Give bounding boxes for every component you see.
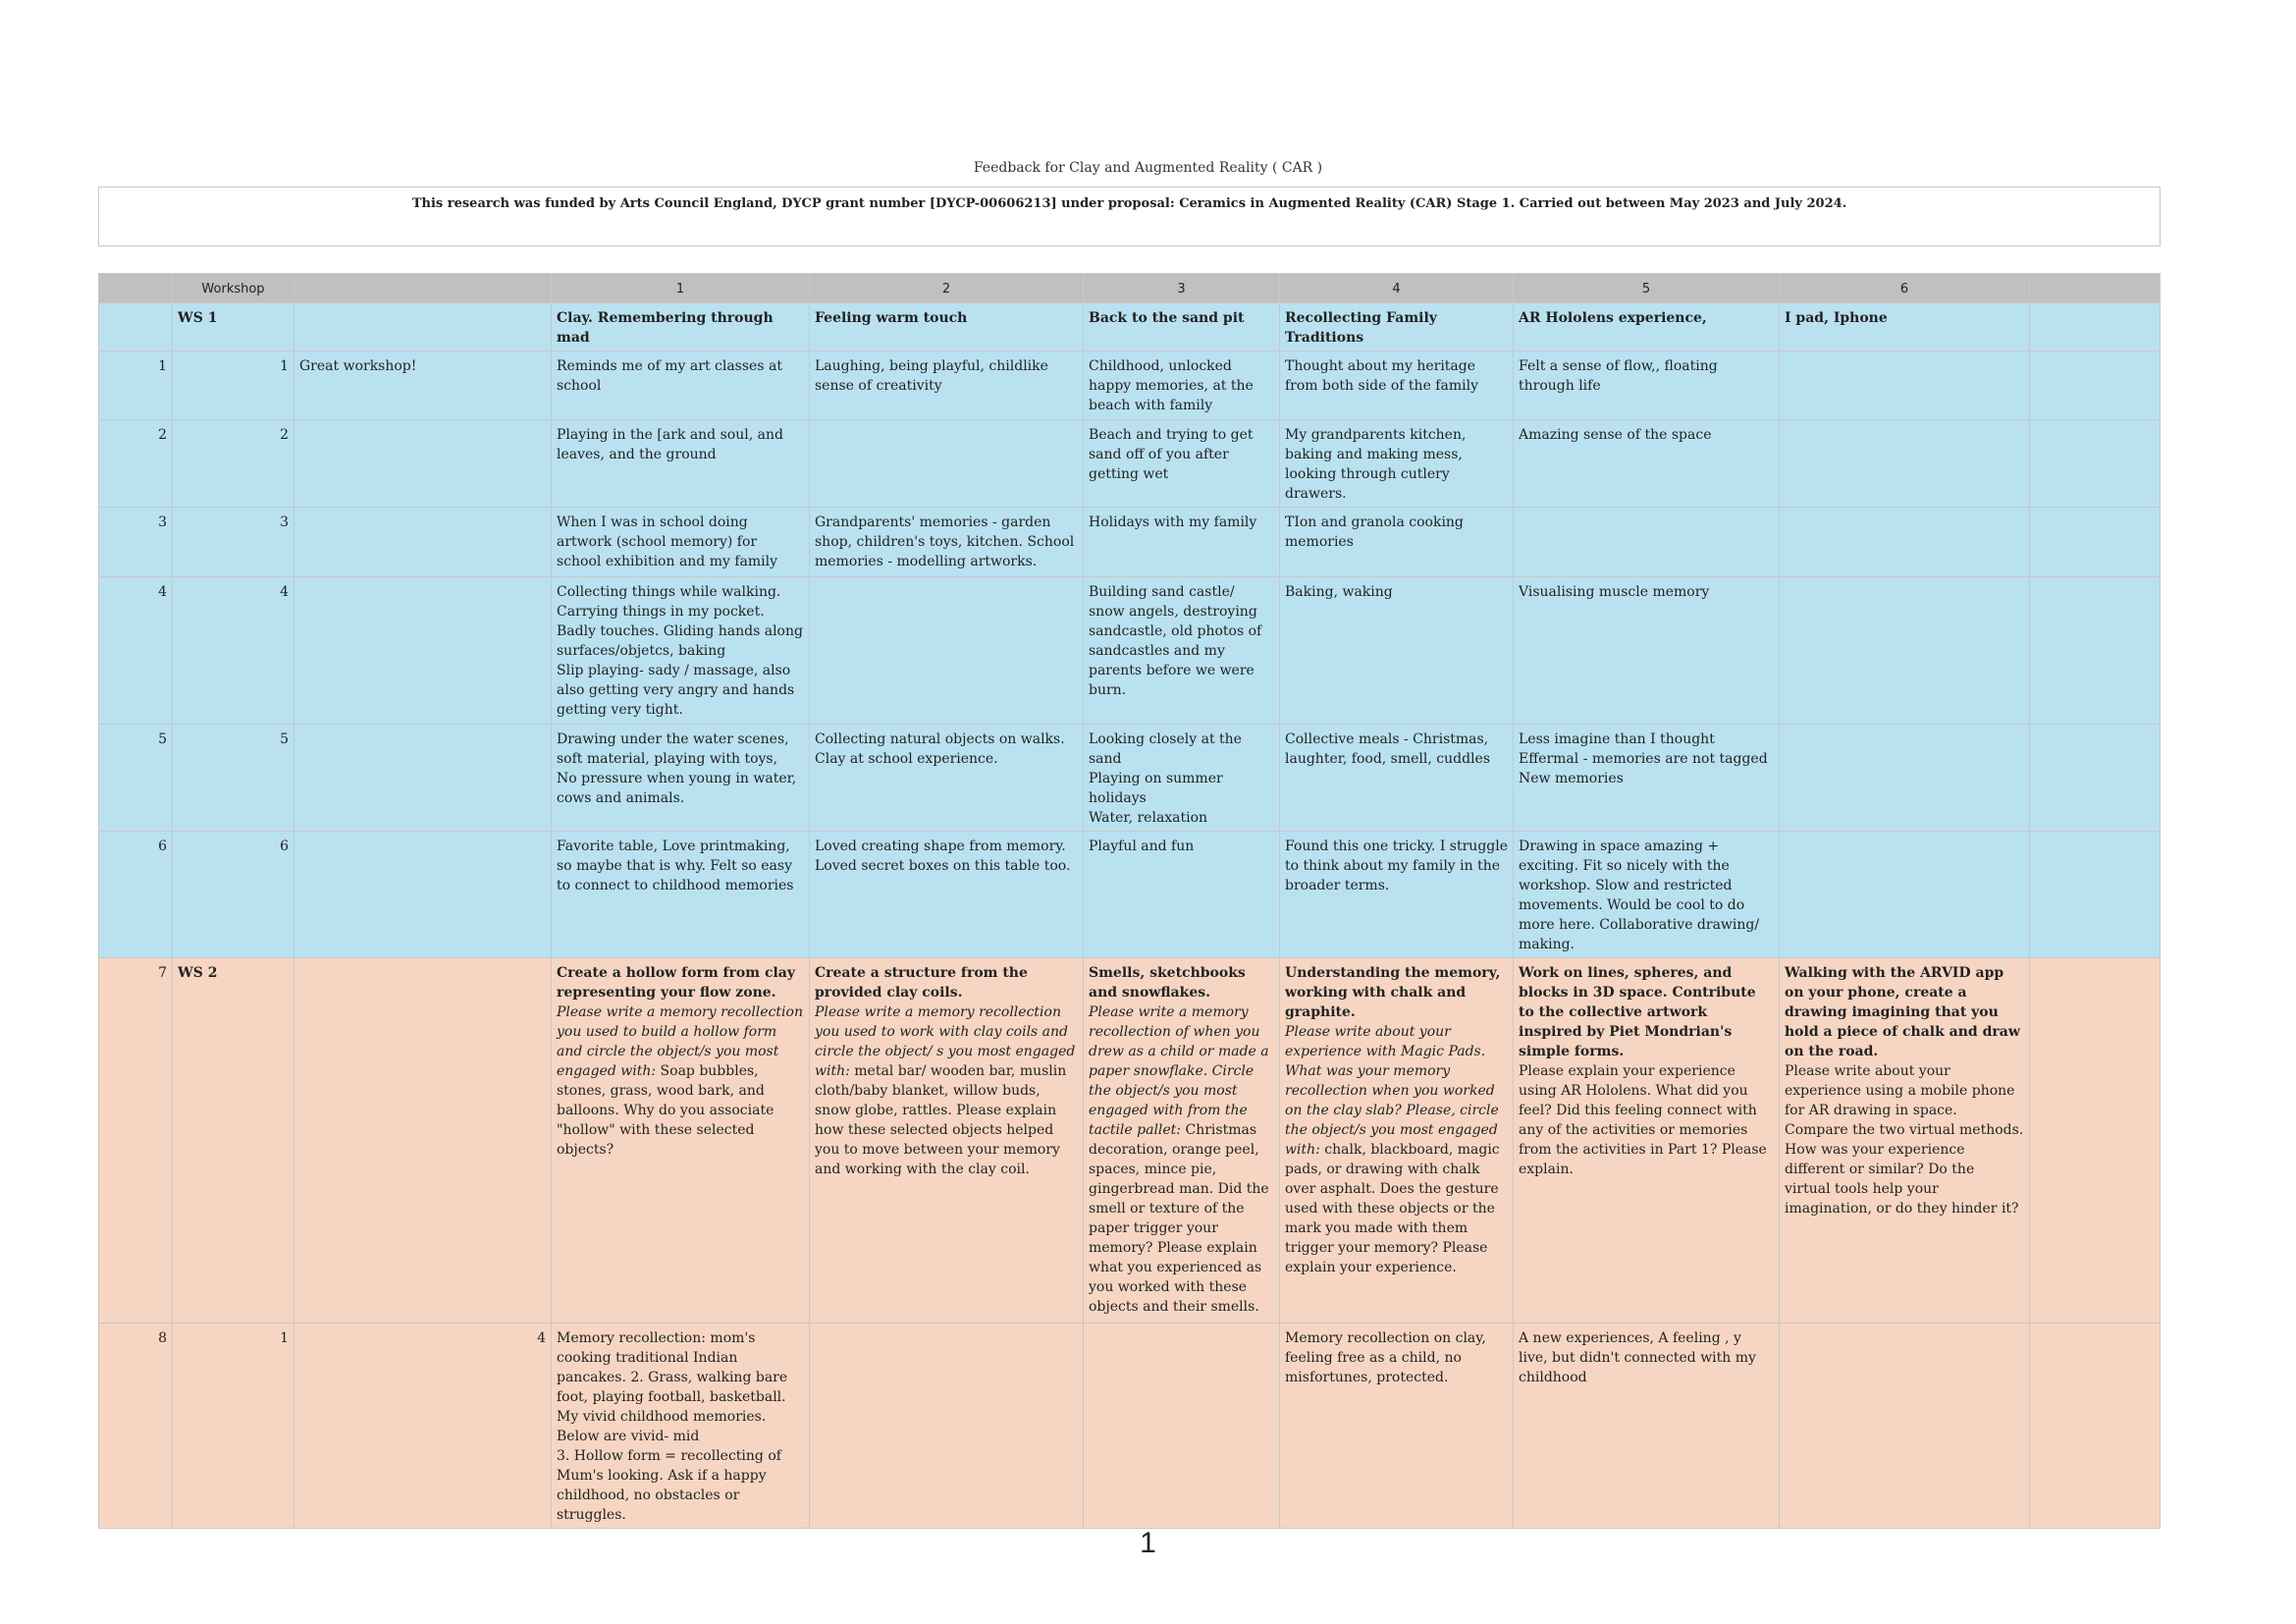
table-row [99,352,2161,420]
table-cell [1780,508,2030,577]
ws1-header-row [99,303,2161,352]
general-comment: 4 [294,1324,552,1529]
task-prompt: Please write a memory recollection you used to work with clay coils and circle the object/ s you most engaged with: [815,1004,1076,1079]
task-options: chalk, blackboard, magic pads, or drawing with chalk over asphalt. Does the gesture used with these objects or the mark you made with them trigger your memory? Please explain your experience. [1285,1142,1500,1275]
table-cell: A new experiences, A feeling , y live, but didn't connected with my childhood [1514,1324,1780,1529]
row-number: 6 [99,832,173,958]
table-cell: Loved creating shape from memory. Loved secret boxes on this table too. [810,832,1084,958]
table-cell [1780,420,2030,508]
page-number: 1 [1140,1527,1156,1559]
activity-title: Back to the sand pit [1084,303,1280,352]
task-options: Christmas decoration, orange peel, spaces, mince pie, gingerbread man. Did the smell or texture of the paper trigger your memory? Please explain what you experienced as you worked with these objects and their smells. [1089,1122,1269,1315]
table-cell: Childhood, unlocked happy memories, at the beach with family [1084,352,1280,420]
column-header-3: 3 [1084,274,1280,303]
column-header-4: 4 [1280,274,1514,303]
task-options: Please write about your experience using a mobile phone for AR drawing in space. Compare the two virtual methods. How was your experience different or similar? Do the virtual tools help your imagination, or do they hinder it? [1785,1063,2024,1217]
task-title: Work on lines, spheres, and blocks in 3D space. Contribute to the collective artwork inspired by Piet Mondrian's simple forms. [1519,965,1756,1059]
table-cell [810,577,1084,725]
task-cell [1514,958,1780,1324]
table-cell: Baking, waking [1280,577,1514,725]
table-cell: Beach and trying to get sand off of you after getting wet [1084,420,1280,508]
task-cell [1280,958,1514,1324]
table-cell: Found this one tricky. I struggle to think about my family in the broader terms. [1280,832,1514,958]
participant-number: 5 [173,725,294,832]
participant-number: 3 [173,508,294,577]
row-number: 5 [99,725,173,832]
table-cell [1084,1324,1280,1529]
column-header-2: 2 [810,274,1084,303]
table-cell: Collecting natural objects on walks. Clay at school experience. [810,725,1084,832]
activity-title: I pad, Iphone [1780,303,2030,352]
general-comment [294,508,552,577]
funding-note: This research was funded by Arts Council England, DYCP grant number [DYCP-00606213] under proposal: Ceramics in Augmented Reality (CAR) Stage 1. Carried out between May 2023 and July 2024. [99,188,2161,246]
row-number: 1 [99,352,173,420]
feedback-table [98,187,2161,1529]
task-cell [1084,958,1280,1324]
column-header-5: 5 [1514,274,1780,303]
table-cell: Visualising muscle memory [1514,577,1780,725]
task-title: Create a structure from the provided clay coils. [815,965,1028,1001]
table-row [99,420,2161,508]
table-cell [810,420,1084,508]
task-title: Walking with the ARVID app on your phone, create a drawing imagining that you hold a piece of chalk and draw on the road. [1785,965,2020,1059]
table-cell: Playful and fun [1084,832,1280,958]
table-row [99,832,2161,958]
task-prompt: Please write about your experience with Magic Pads. What was your memory recollection when you worked on the clay slab? Please, circle the object/s you most engaged with: [1285,1024,1499,1158]
table-cell: Thought about my heritage from both side of the family [1280,352,1514,420]
task-prompt: Please write a memory recollection you used to build a hollow form and circle the object/s you most engaged with: [557,1004,803,1079]
general-comment [294,832,552,958]
row-number: 7 [99,958,173,1324]
table-cell: Building sand castle/ snow angels, destroying sandcastle, old photos of sandcastles and my parents before we were burn. [1084,577,1280,725]
table-cell: Amazing sense of the space [1514,420,1780,508]
participant-number: 1 [173,1324,294,1529]
task-cell [810,958,1084,1324]
table-cell: Drawing in space amazing + exciting. Fit so nicely with the workshop. Slow and restricted movements. Would be cool to do more here. Collaborative drawing/ making. [1514,832,1780,958]
general-comment [294,725,552,832]
spacer-row [99,246,2161,274]
table-cell: When I was in school doing artwork (school memory) for school exhibition and my family [552,508,810,577]
table-cell: Less imagine than I thought Effermal - memories are not tagged New memories [1514,725,1780,832]
table-cell [1780,577,2030,725]
table-cell: My grandparents kitchen, baking and making mess, looking through cutlery drawers. [1280,420,1514,508]
table-cell [1780,1324,2030,1529]
row-number: 4 [99,577,173,725]
task-options: Soap bubbles, stones, grass, wood bark, and balloons. Why do you associate "hollow" with these selected objects? [557,1063,774,1158]
row-number: 8 [99,1324,173,1529]
column-header-6: 6 [1780,274,2030,303]
ws2-label: WS 2 [173,958,294,1324]
task-title: Create a hollow form from clay representing your flow zone. [557,965,796,1001]
task-options: Please explain your experience using AR Hololens. What did you feel? Did this feeling connect with any of the activities or memories from the activities in Part 1? Please explain. [1519,1063,1767,1177]
table-row [99,1324,2161,1529]
table-cell: Favorite table, Love printmaking, so maybe that is why. Felt so easy to connect to childhood memories [552,832,810,958]
ws2-task-row [99,958,2161,1324]
table-cell [1780,352,2030,420]
participant-number: 1 [173,352,294,420]
table-cell: Felt a sense of flow,, floating through life [1514,352,1780,420]
participant-number: 6 [173,832,294,958]
row-number: 3 [99,508,173,577]
table-cell [810,1324,1084,1529]
activity-title: AR Hololens experience, [1514,303,1780,352]
document-title: Feedback for Clay and Augmented Reality ( CAR ) [973,160,1323,176]
table-cell [1514,508,1780,577]
participant-number: 4 [173,577,294,725]
task-cell [1780,958,2030,1324]
task-cell [552,958,810,1324]
column-header-row [99,274,2161,303]
task-title: Smells, sketchbooks and snowflakes. [1089,965,1246,1001]
funding-row [99,188,2161,246]
task-options: metal bar/ wooden bar, muslin cloth/baby blanket, willow buds, snow globe, rattles. Please explain how these selected objects helped you to move between your memory and working with the clay coil. [815,1063,1067,1177]
general-comment [294,420,552,508]
activity-title: Feeling warm touch [810,303,1084,352]
table-cell [1780,832,2030,958]
table-cell: Looking closely at the sand Playing on summer holidays Water, relaxation [1084,725,1280,832]
table-cell: Laughing, being playful, childlike sense of creativity [810,352,1084,420]
table-cell: Holidays with my family [1084,508,1280,577]
workshop-header: Workshop [173,274,294,303]
column-header-1: 1 [552,274,810,303]
table-cell: TIon and granola cooking memories [1280,508,1514,577]
table-cell [1780,725,2030,832]
table-cell: Playing in the [ark and soul, and leaves, and the ground [552,420,810,508]
table-cell: Collecting things while walking. Carrying things in my pocket. Badly touches. Gliding hands along surfaces/objetcs, baking Slip playing- sady / massage, also also getting very angry and hands getting very tight. [552,577,810,725]
table-row [99,725,2161,832]
row-number: 2 [99,420,173,508]
table-cell: Grandparents' memories - garden shop, children's toys, kitchen. School memories - modelling artworks. [810,508,1084,577]
general-comment [294,577,552,725]
activity-title: Clay. Remembering through mad [552,303,810,352]
table-cell: Memory recollection: mom's cooking traditional Indian pancakes. 2. Grass, walking bare foot, playing football, basketball. My vivid childhood memories. Below are vivid- mid 3. Hollow form = recollecting of Mum's looking. Ask if a happy childhood, no obstacles or struggles. [552,1324,810,1529]
participant-number: 2 [173,420,294,508]
table-cell: Memory recollection on clay, feeling free as a child, no misfortunes, protected. [1280,1324,1514,1529]
table-cell: Reminds me of my art classes at school [552,352,810,420]
activity-title: Recollecting Family Traditions [1280,303,1514,352]
table-cell: Drawing under the water scenes, soft material, playing with toys, No pressure when young in water, cows and animals. [552,725,810,832]
table-row [99,577,2161,725]
general-comment: Great workshop! [294,352,552,420]
ws1-label: WS 1 [173,303,294,352]
table-cell: Collective meals - Christmas, laughter, food, smell, cuddles [1280,725,1514,832]
table-row [99,508,2161,577]
task-title: Understanding the memory, working with chalk and graphite. [1285,965,1501,1020]
task-prompt: Please write a memory recollection of when you drew as a child or made a paper snowflake. Circle the object/s you most engaged with from the tactile pallet: [1089,1004,1269,1138]
